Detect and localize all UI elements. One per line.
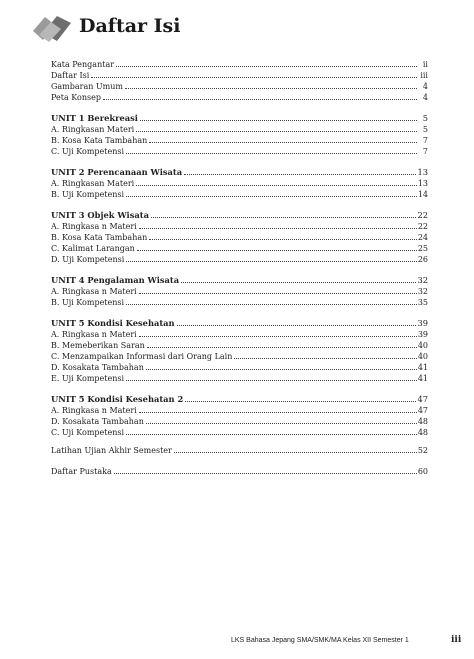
dot-leader — [177, 325, 417, 326]
front-matter — [51, 59, 428, 103]
toc-entry-page: iii — [420, 71, 428, 80]
footer-text: LKS Bahasa Jepang SMA/SMK/MA Kelas XII Semester 1 — [231, 637, 409, 644]
toc-entry-page: 47 — [417, 406, 428, 415]
toc-entry[interactable] — [51, 297, 428, 308]
dot-leader — [137, 250, 417, 251]
dot-leader — [147, 347, 417, 348]
toc-unit-heading[interactable] — [51, 275, 428, 286]
toc-entry-page: 52 — [417, 446, 428, 455]
dot-leader — [139, 336, 417, 337]
toc-entry-label: UNIT 3 Objek Wisata — [51, 210, 149, 220]
page-number: iii — [451, 635, 462, 645]
toc-entry[interactable] — [51, 70, 428, 81]
toc-entry-page: 48 — [417, 417, 428, 426]
toc-entry-page: 32 — [417, 287, 428, 296]
dot-leader — [116, 66, 417, 67]
toc-entry-label: Kata Pengantar — [51, 60, 115, 69]
toc-entry-page: 40 — [417, 341, 428, 350]
dot-leader — [136, 131, 417, 132]
toc-entry-label: Latihan Ujian Akhir Semester — [51, 446, 172, 455]
toc-entry-label: D. Kosakata Tambahan — [51, 363, 144, 372]
toc-entry[interactable] — [51, 427, 428, 438]
toc-entry-page: 22 — [417, 222, 428, 231]
toc-entry-page: 25 — [417, 244, 428, 253]
dot-leader — [234, 358, 416, 359]
toc-entry-label: D. Uji Kompetensi — [51, 255, 125, 264]
toc-entry-page: 24 — [417, 233, 428, 242]
toc-entry-label: Daftar Pustaka — [51, 467, 112, 476]
toc-entry-label: A. Ringkasan Materi — [51, 125, 135, 134]
dot-leader — [139, 412, 417, 413]
toc-entry-label: C. Uji Kompetensi — [51, 428, 125, 437]
toc-entry[interactable] — [51, 362, 428, 373]
toc-entry-page: 22 — [417, 210, 428, 220]
toc-entry-page: 35 — [417, 298, 428, 307]
toc-unit-heading[interactable] — [51, 318, 428, 329]
toc-entry[interactable] — [51, 254, 428, 265]
dot-leader — [126, 304, 417, 305]
toc-entry-label: A. Ringkasa n Materi — [51, 406, 137, 415]
dot-leader — [149, 239, 417, 240]
dot-leader — [125, 88, 417, 89]
toc-entry-page: 39 — [417, 318, 428, 328]
dot-leader — [103, 99, 417, 100]
toc-entry-page: 60 — [417, 467, 428, 476]
toc-entry-page: 14 — [417, 190, 428, 199]
toc-entry-label: A. Ringkasa n Materi — [51, 222, 137, 231]
toc-entry[interactable] — [51, 232, 428, 243]
toc-entry[interactable] — [51, 221, 428, 232]
toc-entry-label: A. Ringkasa n Materi — [51, 287, 137, 296]
dot-leader — [139, 293, 417, 294]
toc-entry[interactable] — [51, 124, 428, 135]
toc-entry[interactable] — [51, 405, 428, 416]
toc-entry[interactable] — [51, 178, 428, 189]
toc-entry-page: 32 — [417, 275, 428, 285]
toc-entry-label: Peta Konsep — [51, 93, 101, 102]
toc-entry-page: 7 — [422, 147, 428, 156]
dot-leader — [126, 196, 417, 197]
toc-entry[interactable] — [51, 466, 428, 477]
toc-entry[interactable] — [51, 351, 428, 362]
toc-entry[interactable] — [51, 92, 428, 103]
table-of-contents — [51, 59, 428, 477]
toc-entry-label: A. Ringkasan Materi — [51, 179, 135, 188]
toc-entry[interactable] — [51, 340, 428, 351]
toc-entry[interactable] — [51, 373, 428, 384]
dot-leader — [181, 282, 416, 283]
toc-entry-label: B. Kosa Kata Tambahan — [51, 136, 148, 145]
toc-entry-label: A. Ringkasa n Materi — [51, 330, 137, 339]
toc-entry-page: 41 — [417, 374, 428, 383]
toc-entry-label: E. Uji Kompetensi — [51, 374, 125, 383]
dot-leader — [139, 228, 417, 229]
dot-leader — [174, 452, 417, 453]
toc-entry-page: 7 — [422, 136, 428, 145]
dot-leader — [146, 369, 417, 370]
dot-leader — [146, 423, 417, 424]
dot-leader — [149, 142, 417, 143]
toc-entry-page: 4 — [422, 93, 428, 102]
toc-entry-label: B. Kosa Kata Tambahan — [51, 233, 148, 242]
dot-leader — [151, 217, 416, 218]
toc-entry-label: Gambaran Umum — [51, 82, 123, 91]
toc-entry[interactable] — [51, 59, 428, 70]
toc-entry-label: UNIT 4 Pengalaman Wisata — [51, 275, 180, 285]
toc-entry-page: 13 — [417, 179, 428, 188]
toc-entry-label: C. Uji Kompetensi — [51, 147, 125, 156]
toc-entry-page: 5 — [422, 125, 428, 134]
dot-leader — [126, 261, 416, 262]
dot-leader — [126, 434, 417, 435]
book-icon — [31, 13, 73, 43]
toc-entry[interactable] — [51, 146, 428, 157]
toc-entry-label: D. Kosakata Tambahan — [51, 417, 144, 426]
toc-entry-label: UNIT 5 Kondisi Kesehatan — [51, 318, 175, 328]
toc-entry-page: 47 — [417, 394, 428, 404]
toc-entry-page: 39 — [417, 330, 428, 339]
toc-entry-label: B. Uji Kompetensi — [51, 298, 125, 307]
dot-leader — [91, 77, 417, 78]
toc-entry-page: 40 — [417, 352, 428, 361]
dot-leader — [140, 120, 417, 121]
toc-entry[interactable] — [51, 286, 428, 297]
toc-entry-label: UNIT 2 Perencanaan Wisata — [51, 167, 183, 177]
toc-unit-heading[interactable] — [51, 210, 428, 221]
toc-entry[interactable] — [51, 81, 428, 92]
toc-entry-page: ii — [422, 60, 428, 69]
dot-leader — [126, 380, 417, 381]
toc-entry-page: 48 — [417, 428, 428, 437]
dot-leader — [126, 153, 417, 154]
toc-entry-page: 13 — [417, 167, 428, 177]
dot-leader — [114, 473, 417, 474]
back-matter — [51, 445, 428, 477]
page-title: Daftar Isi — [79, 15, 181, 37]
toc-entry-label: B. Memeberikan Saran — [51, 341, 145, 350]
toc-unit-heading[interactable] — [51, 394, 428, 405]
toc-unit-heading[interactable] — [51, 113, 428, 124]
toc-entry[interactable] — [51, 243, 428, 254]
units-list — [51, 103, 428, 438]
toc-entry[interactable] — [51, 416, 428, 427]
toc-entry-page: 4 — [422, 82, 428, 91]
toc-entry-label: C. Kalimat Larangan — [51, 244, 135, 253]
dot-leader — [136, 185, 417, 186]
toc-entry-page: 41 — [417, 363, 428, 372]
toc-entry[interactable] — [51, 445, 428, 456]
toc-entry-label: UNIT 5 Kondisi Kesehatan 2 — [51, 394, 184, 404]
toc-entry-page: 26 — [417, 255, 428, 264]
toc-unit-heading[interactable] — [51, 167, 428, 178]
toc-entry-label: UNIT 1 Berekreasi — [51, 113, 138, 123]
toc-entry[interactable] — [51, 135, 428, 146]
toc-entry[interactable] — [51, 189, 428, 200]
toc-entry-page: 5 — [422, 113, 428, 123]
dot-leader — [185, 401, 416, 402]
toc-entry-label: Daftar Isi — [51, 71, 90, 80]
toc-entry-label: B. Uji Kompetensi — [51, 190, 125, 199]
toc-entry-label: C. Menzampaikan Informasi dari Orang Lain — [51, 352, 233, 361]
dot-leader — [184, 174, 416, 175]
toc-entry[interactable] — [51, 329, 428, 340]
